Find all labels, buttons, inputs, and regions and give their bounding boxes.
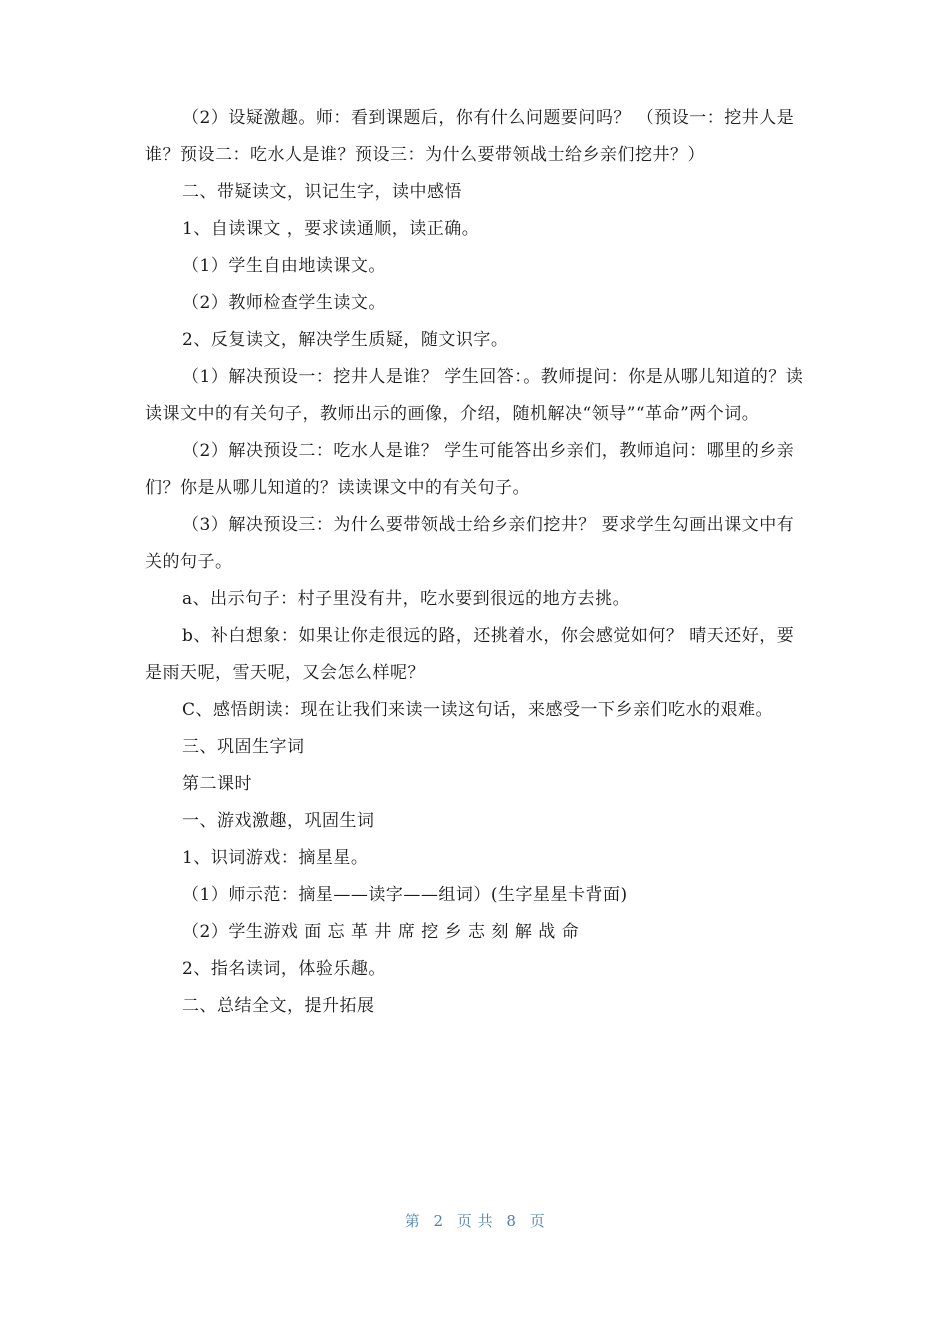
footer-suffix: 页 (529, 1212, 546, 1230)
paragraph: （2）设疑激趣。师：看到课题后，你有什么问题要问吗？ （预设一：挖井人是谁？预设二：吃水人是谁？预设三：为什么要带领战士给乡亲们挖井？） (145, 108, 795, 165)
section-heading: 三、巩固生字词 (182, 737, 305, 757)
lesson-heading: 第二课时 (182, 774, 252, 794)
paragraph: （1）师示范：摘星——读字——组词）(生字星星卡背面) (182, 885, 628, 905)
paragraph: 2、反复读文，解决学生质疑，随文识字。 (182, 330, 509, 350)
paragraph: b、补白想象：如果让你走很远的路，还挑着水，你会感觉如何？ 晴天还好，要是雨天呢，雪天呢，又会怎么样呢？ (145, 626, 795, 683)
section-heading: 二、带疑读文，识记生字，读中感悟 (182, 182, 462, 202)
footer-prefix: 第 (404, 1212, 421, 1230)
paragraph: 1、自读课文 ，要求读通顺，读正确。 (182, 219, 480, 239)
total-pages-number: 8 (506, 1212, 517, 1230)
section-heading: 二、总结全文，提升拓展 (182, 996, 375, 1016)
page-footer (0, 1210, 950, 1231)
paragraph: （2）教师检查学生读文。 (182, 293, 386, 313)
paragraph: （2）学生游戏 面 忘 革 井 席 挖 乡 志 刻 解 战 命 (182, 922, 580, 942)
paragraph: 2、指名读词，体验乐趣。 (182, 959, 386, 979)
document-body (145, 100, 805, 1025)
paragraph: （1）学生自由地读课文。 (182, 256, 386, 276)
section-heading: 一、游戏激趣，巩固生词 (182, 811, 375, 831)
paragraph: （3）解决预设三：为什么要带领战士给乡亲们挖井？ 要求学生勾画出课文中有关的句子。 (145, 515, 795, 572)
paragraph: （2）解决预设二：吃水人是谁？ 学生可能答出乡亲们，教师追问：哪里的乡亲们？你是从哪儿知道的？读读课文中的有关句子。 (145, 441, 795, 498)
footer-middle: 页 共 (456, 1212, 494, 1230)
paragraph: （1）解决预设一：挖井人是谁？ 学生回答：。教师提问：你是从哪儿知道的？读读课文中的有关句子，教师出示的画像，介绍，随机解决“领导”“革命”两个词。 (145, 367, 804, 424)
paragraph: a、出示句子：村子里没有井，吃水要到很远的地方去挑。 (182, 589, 631, 609)
paragraph: 1、识词游戏：摘星星。 (182, 848, 369, 868)
current-page-number: 2 (433, 1212, 444, 1230)
paragraph: C、感悟朗读：现在让我们来读一读这句话，来感受一下乡亲们吃水的艰难。 (182, 700, 774, 720)
